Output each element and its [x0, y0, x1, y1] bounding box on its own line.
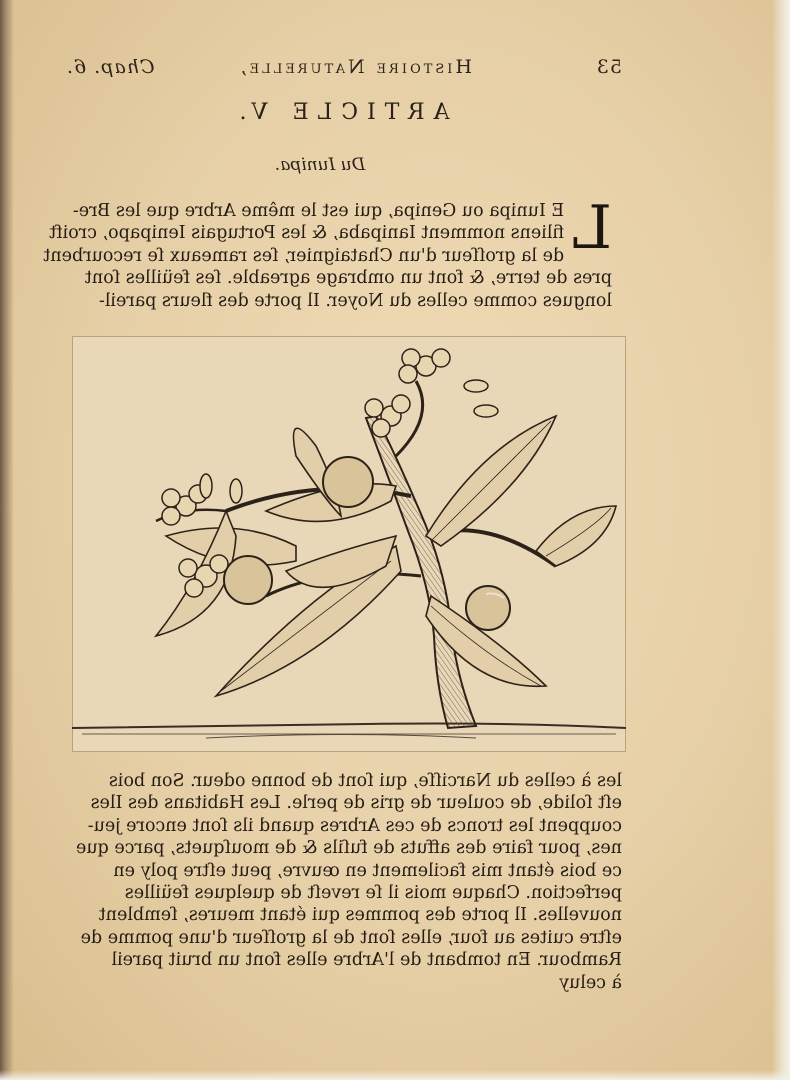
- text-line: Rambour. En tombant de l'Arbre elles font un bruit pareil: [111, 950, 622, 971]
- running-title: Histoire Naturelle,: [237, 56, 472, 78]
- text-line: longues comme celles du Noyer. Il porte des fleurs pareil-: [98, 290, 612, 311]
- text-line: E Iunipa ou Genipa, qui est le même Arbre que les Bre-: [72, 201, 565, 221]
- chapter-label: Chap. 6.: [66, 56, 155, 78]
- text-line: filiens nomment Ianipaba, & les Portugais Ienipapo, croift: [49, 223, 565, 244]
- page-bottom-edge: [0, 1070, 790, 1080]
- text-line: les à celles du Narciſſe, qui ſont de bonne odeur. Son bois: [108, 771, 622, 791]
- paragraph-top: [43, 193, 612, 312]
- text-line: pres de terre, & font un ombrage agreable. ſes feüilles ſont: [84, 268, 612, 289]
- text-line: à celuy: [559, 972, 622, 993]
- article-heading: ARTICLE V.: [230, 100, 450, 125]
- genipa-branch-illustration: [72, 336, 626, 752]
- text-line: perfection. Chaque mois il ſe reveſt de quelques feüilles: [124, 882, 622, 903]
- paragraph-bottom: [72, 770, 622, 994]
- page-edge: [772, 0, 790, 1080]
- running-head: [66, 50, 622, 86]
- article-subtitle: Du Iunipa.: [274, 155, 366, 175]
- text-line: eſtre cuites au four, elles ſont de la groſſeur d'une pomme de: [80, 927, 622, 948]
- text-line: ce bois étant mis facilement en œuvre, peut eſtre poly en: [113, 860, 622, 881]
- drop-cap: L: [572, 193, 612, 263]
- text-line: nes, pour faire des affuts de fuſils & de mouſquets, parce que: [75, 838, 622, 859]
- binding-shadow: [0, 0, 14, 1080]
- text-line: nouvelles. Il porte des pommes qui étant meures, ſemblent: [98, 905, 622, 926]
- text-line: eſt ſolide, de couleur de gris de perle. Les Habitans des Iles: [90, 793, 622, 814]
- page-number: 53: [595, 56, 622, 78]
- plant-engraving: [72, 336, 626, 752]
- text-line: de la groſſeur d'un Chataignier, ſes rameaux ſe recourbent: [43, 245, 565, 266]
- text-line: couppent les troncs de ces Arbres quand ils ſont encore jeu-: [87, 815, 622, 836]
